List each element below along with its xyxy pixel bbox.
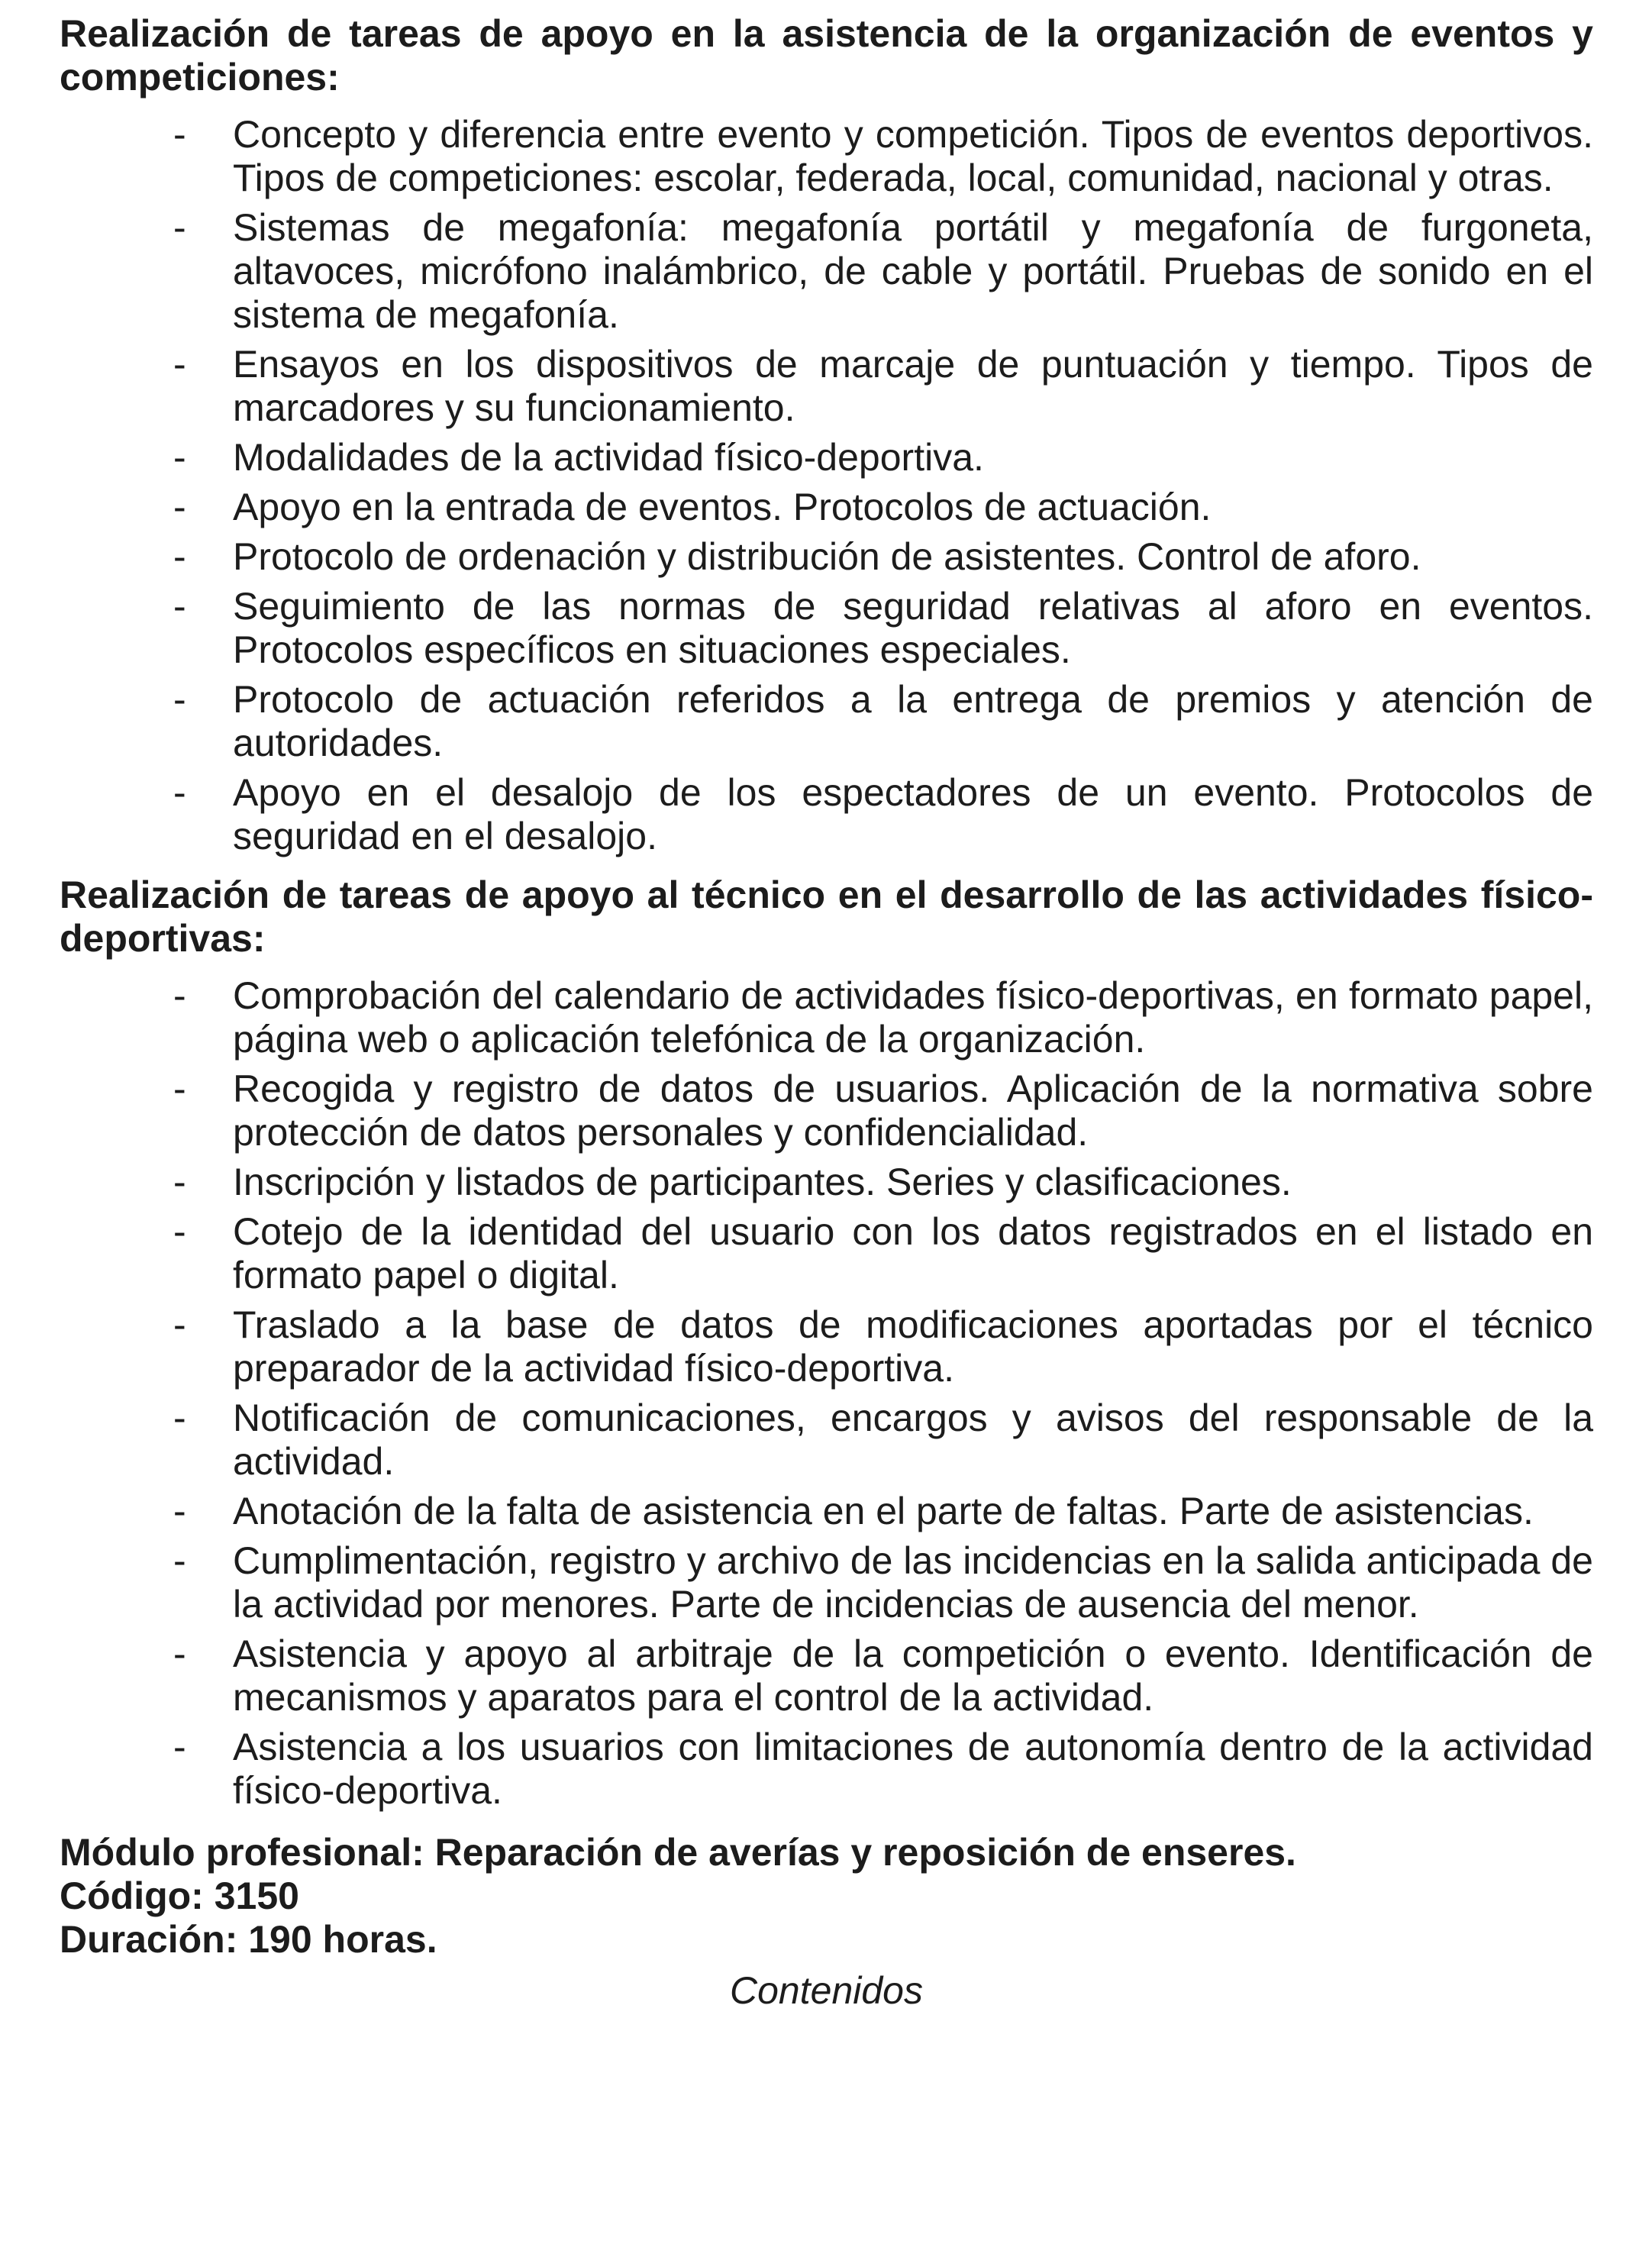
bullet-dash: - xyxy=(173,1490,186,1532)
module-block xyxy=(60,1831,1593,1962)
list-item-text: Inscripción y listados de participantes. Series y clasificaciones. xyxy=(233,1161,1292,1203)
list-item-text: Traslado a la base de datos de modificaciones aportadas por el técnico preparador de la actividad físico-deportiva. xyxy=(233,1303,1593,1390)
bullet-dash: - xyxy=(173,1210,186,1253)
list-item xyxy=(60,436,1593,479)
list-item-text: Seguimiento de las normas de seguridad relativas al aforo en eventos. Protocolos específicos en situaciones especiales. xyxy=(233,585,1593,671)
section-heading-tecnico: Realización de tareas de apoyo al técnico en el desarrollo de las actividades físico-deportivas: xyxy=(60,873,1593,960)
list-item xyxy=(60,343,1593,430)
bullet-dash: - xyxy=(173,486,186,528)
bullet-list-eventos xyxy=(60,113,1593,858)
list-item-text: Ensayos en los dispositivos de marcaje de puntuación y tiempo. Tipos de marcadores y su funcionamiento. xyxy=(233,343,1593,429)
list-item xyxy=(60,1726,1593,1813)
bullet-dash: - xyxy=(173,1067,186,1110)
bullet-dash: - xyxy=(173,771,186,814)
bullet-dash: - xyxy=(173,1726,186,1768)
list-item-text: Protocolo de actuación referidos a la entrega de premios y atención de autoridades. xyxy=(233,678,1593,764)
list-item-text: Protocolo de ordenación y distribución de asistentes. Control de aforo. xyxy=(233,535,1421,578)
list-item xyxy=(60,585,1593,672)
list-item xyxy=(60,206,1593,337)
bullet-dash: - xyxy=(173,535,186,578)
list-item-text: Comprobación del calendario de actividades físico-deportivas, en formato papel, página web o aplicación telefónica de la organización. xyxy=(233,974,1593,1061)
bullet-dash: - xyxy=(173,113,186,156)
bullet-dash: - xyxy=(173,585,186,628)
module-title: Módulo profesional: Reparación de averías y reposición de enseres. xyxy=(60,1831,1296,1874)
list-item xyxy=(60,1632,1593,1719)
bullet-list-tecnico xyxy=(60,974,1593,1813)
list-item-text: Apoyo en la entrada de eventos. Protocolos de actuación. xyxy=(233,486,1212,528)
module-duration: Duración: 190 horas. xyxy=(60,1918,437,1961)
list-item xyxy=(60,1303,1593,1390)
bullet-dash: - xyxy=(173,206,186,249)
list-item-text: Modalidades de la actividad físico-deportiva. xyxy=(233,436,984,479)
list-item-text: Apoyo en el desalojo de los espectadores de un evento. Protocolos de seguridad en el desalojo. xyxy=(233,771,1593,857)
bullet-dash: - xyxy=(173,436,186,479)
bullet-dash: - xyxy=(173,1539,186,1582)
bullet-dash: - xyxy=(173,1632,186,1675)
list-item xyxy=(60,1161,1593,1204)
list-item xyxy=(60,1067,1593,1154)
list-item-text: Cumplimentación, registro y archivo de las incidencias en la salida anticipada de la actividad por menores. Parte de incidencias de ausencia del menor. xyxy=(233,1539,1593,1626)
list-item xyxy=(60,1396,1593,1484)
list-item xyxy=(60,113,1593,200)
section-heading-eventos: Realización de tareas de apoyo en la asistencia de la organización de eventos y competiciones: xyxy=(60,12,1593,98)
bullet-dash: - xyxy=(173,678,186,721)
bullet-dash: - xyxy=(173,974,186,1017)
list-item xyxy=(60,486,1593,529)
list-item xyxy=(60,1210,1593,1297)
list-item-text: Asistencia a los usuarios con limitaciones de autonomía dentro de la actividad físico-deportiva. xyxy=(233,1726,1593,1812)
bullet-dash: - xyxy=(173,1396,186,1439)
list-item-text: Concepto y diferencia entre evento y competición. Tipos de eventos deportivos. Tipos de competiciones: escolar, federada, local, comunidad, nacional y otras. xyxy=(233,113,1593,199)
bullet-dash: - xyxy=(173,1161,186,1203)
list-item xyxy=(60,1539,1593,1626)
list-item-text: Anotación de la falta de asistencia en el parte de faltas. Parte de asistencias. xyxy=(233,1490,1534,1532)
list-item-text: Cotejo de la identidad del usuario con los datos registrados en el listado en formato papel o digital. xyxy=(233,1210,1593,1296)
bullet-dash: - xyxy=(173,343,186,386)
list-item-text: Notificación de comunicaciones, encargos y avisos del responsable de la actividad. xyxy=(233,1396,1593,1483)
list-item-text: Sistemas de megafonía: megafonía portátil y megafonía de furgoneta, altavoces, micrófono inalámbrico, de cable y portátil. Pruebas de sonido en el sistema de megafonía. xyxy=(233,206,1593,336)
list-item xyxy=(60,974,1593,1061)
list-item xyxy=(60,535,1593,579)
list-item-text: Recogida y registro de datos de usuarios. Aplicación de la normativa sobre protección de datos personales y confidencialidad. xyxy=(233,1067,1593,1154)
list-item-text: Asistencia y apoyo al arbitraje de la competición o evento. Identificación de mecanismos y aparatos para el control de la actividad. xyxy=(233,1632,1593,1719)
list-item xyxy=(60,771,1593,858)
module-code: Código: 3150 xyxy=(60,1874,299,1917)
list-item xyxy=(60,678,1593,765)
contents-title: Contenidos xyxy=(730,1969,923,2012)
bullet-dash: - xyxy=(173,1303,186,1346)
list-item xyxy=(60,1490,1593,1533)
